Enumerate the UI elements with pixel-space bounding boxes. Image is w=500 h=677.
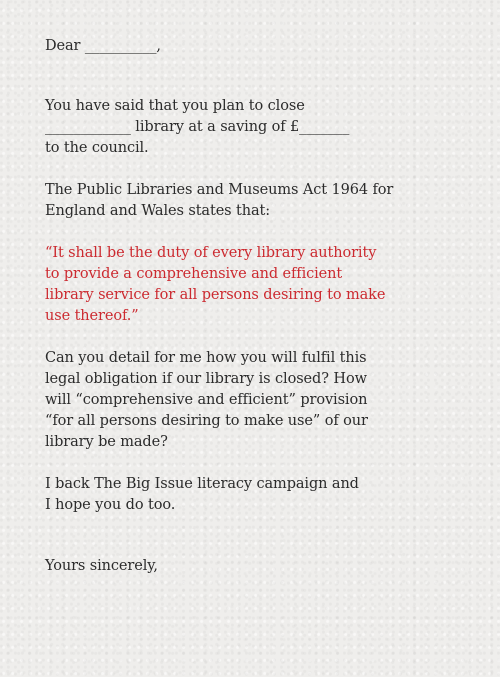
salutation-block	[45, 36, 475, 57]
quote-line: to provide a comprehensive and efficient	[45, 266, 343, 282]
spacer	[45, 222, 475, 243]
letter	[45, 36, 475, 577]
salutation: Dear __________,	[45, 38, 161, 54]
spacer	[45, 516, 475, 556]
spacer	[45, 159, 475, 180]
closing-block	[45, 556, 475, 577]
paragraph-line: library be made?	[45, 434, 168, 450]
paragraph-line: to the council.	[45, 140, 149, 156]
paragraph-line: legal obligation if our library is closed? How	[45, 371, 367, 387]
paragraph-line: Can you detail for me how you will fulfil this	[45, 350, 367, 366]
paragraph-line: You have said that you plan to close	[45, 98, 305, 114]
quote-line: use thereof.”	[45, 308, 139, 324]
act-quote	[45, 243, 475, 327]
closing: Yours sincerely,	[45, 558, 158, 574]
quote-line: library service for all persons desiring to make	[45, 287, 386, 303]
paragraph-campaign	[45, 474, 475, 516]
quote-line: “It shall be the duty of every library authority	[45, 245, 377, 261]
spacer	[45, 453, 475, 474]
paragraph-line: “for all persons desiring to make use” of our	[45, 413, 368, 429]
paragraph-question	[45, 348, 475, 453]
spacer	[45, 327, 475, 348]
paragraph-line: I hope you do too.	[45, 497, 176, 513]
paragraph-line: The Public Libraries and Museums Act 1964 for	[45, 182, 394, 198]
paragraph-line: England and Wales states that:	[45, 203, 271, 219]
paragraph-line: I back The Big Issue literacy campaign and	[45, 476, 359, 492]
paragraph-closure-plan	[45, 96, 475, 159]
spacer	[45, 57, 475, 96]
paragraph-line: will “comprehensive and efficient” provision	[45, 392, 368, 408]
paragraph-act	[45, 180, 475, 222]
paragraph-line: ____________ library at a saving of £_______	[45, 119, 350, 135]
